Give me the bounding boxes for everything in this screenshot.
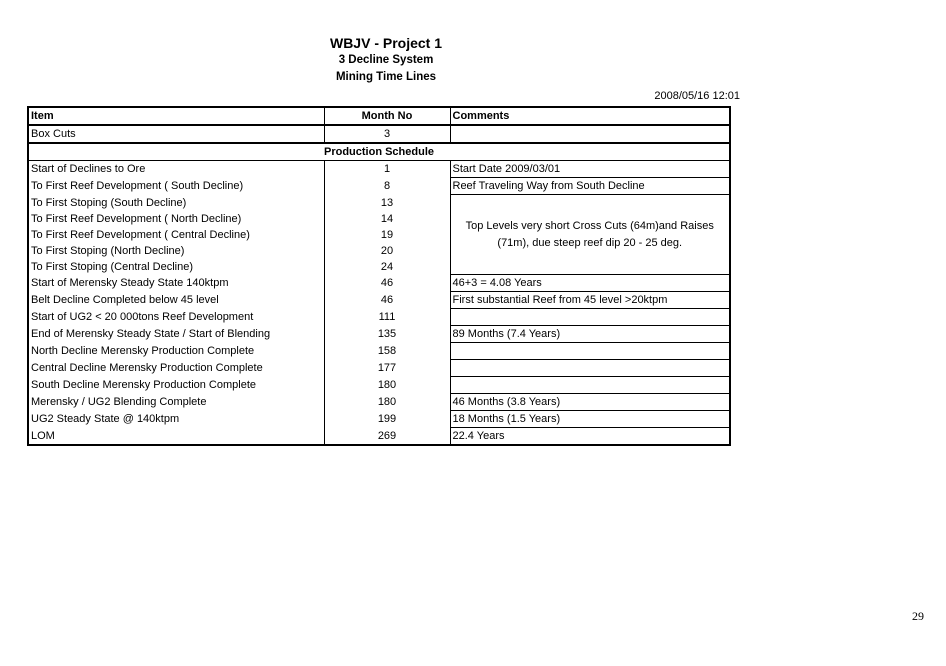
cell-item: To First Reef Development ( Central Decline)	[28, 227, 324, 243]
cell-month: 46	[324, 275, 450, 292]
page-number: 29	[912, 609, 924, 623]
table-row	[28, 428, 730, 446]
cell-comment: 22.4 Years	[450, 428, 730, 446]
cell-month: 158	[324, 343, 450, 360]
cell-month: 24	[324, 259, 450, 275]
cell-month: 1	[324, 161, 450, 178]
cell-item: South Decline Merensky Production Complete	[28, 377, 324, 394]
column-header-item: Item	[28, 107, 324, 125]
cell-month: 135	[324, 326, 450, 343]
table-row	[28, 411, 730, 428]
table-row	[28, 394, 730, 411]
cell-item: Start of Merensky Steady State 140ktpm	[28, 275, 324, 292]
table-row	[28, 377, 730, 394]
section-label: Production Schedule	[28, 143, 730, 161]
report-timestamp: 2008/05/16 12:01	[654, 90, 740, 102]
cell-item: Start of Declines to Ore	[28, 161, 324, 178]
cell-comment: Start Date 2009/03/01	[450, 161, 730, 178]
cell-comment: 46 Months (3.8 Years)	[450, 394, 730, 411]
cell-month: 269	[324, 428, 450, 446]
cell-month: 3	[324, 125, 450, 143]
cell-month: 180	[324, 394, 450, 411]
cell-comment: 18 Months (1.5 Years)	[450, 411, 730, 428]
report-header	[238, 34, 534, 86]
cell-item: To First Stoping (North Decline)	[28, 243, 324, 259]
cell-comment: Reef Traveling Way from South Decline	[450, 178, 730, 195]
cell-item: UG2 Steady State @ 140ktpm	[28, 411, 324, 428]
cell-comment	[450, 377, 730, 394]
cell-comment	[450, 343, 730, 360]
table-row	[28, 195, 730, 211]
mining-timeline-table	[27, 106, 731, 446]
table-header-row	[28, 107, 730, 125]
cell-item: LOM	[28, 428, 324, 446]
cell-month: 199	[324, 411, 450, 428]
cell-item: To First Reef Development ( North Decline)	[28, 211, 324, 227]
report-subtitle-2: Mining Time Lines	[335, 71, 437, 83]
cell-month: 111	[324, 309, 450, 326]
column-header-comments: Comments	[450, 107, 730, 125]
table-row	[28, 292, 730, 309]
cell-comment: 89 Months (7.4 Years)	[450, 326, 730, 343]
cell-month: 8	[324, 178, 450, 195]
cell-comment: 46+3 = 4.08 Years	[450, 275, 730, 292]
cell-month: 180	[324, 377, 450, 394]
merged-comment-cell: Top Levels very short Cross Cuts (64m)and Raises (71m), due steep reef dip 20 - 25 deg.	[450, 195, 730, 275]
report-subtitle: 3 Decline System	[338, 54, 434, 66]
cell-item: Central Decline Merensky Production Complete	[28, 360, 324, 377]
cell-comment	[450, 309, 730, 326]
cell-item: Merensky / UG2 Blending Complete	[28, 394, 324, 411]
cell-month: 19	[324, 227, 450, 243]
table-row	[28, 309, 730, 326]
cell-month: 20	[324, 243, 450, 259]
table-row	[28, 161, 730, 178]
cell-month: 13	[324, 195, 450, 211]
cell-comment: First substantial Reef from 45 level >20ktpm	[450, 292, 730, 309]
cell-item: End of Merensky Steady State / Start of Blending	[28, 326, 324, 343]
cell-month: 14	[324, 211, 450, 227]
table-row	[28, 343, 730, 360]
column-header-month: Month No	[324, 107, 450, 125]
cell-month: 177	[324, 360, 450, 377]
table-row	[28, 326, 730, 343]
table-row	[28, 178, 730, 195]
table-row	[28, 360, 730, 377]
table-row	[28, 125, 730, 143]
table-row	[28, 275, 730, 292]
cell-comment	[450, 360, 730, 377]
cell-item: Belt Decline Completed below 45 level	[28, 292, 324, 309]
cell-month: 46	[324, 292, 450, 309]
cell-item: North Decline Merensky Production Complete	[28, 343, 324, 360]
cell-comment	[450, 125, 730, 143]
cell-item: Box Cuts	[28, 125, 324, 143]
cell-item: To First Reef Development ( South Decline)	[28, 178, 324, 195]
cell-item: To First Stoping (South Decline)	[28, 195, 324, 211]
cell-item: Start of UG2 < 20 000tons Reef Development	[28, 309, 324, 326]
section-row	[28, 143, 730, 161]
cell-item: To First Stoping (Central Decline)	[28, 259, 324, 275]
report-title: WBJV - Project 1	[329, 35, 443, 51]
